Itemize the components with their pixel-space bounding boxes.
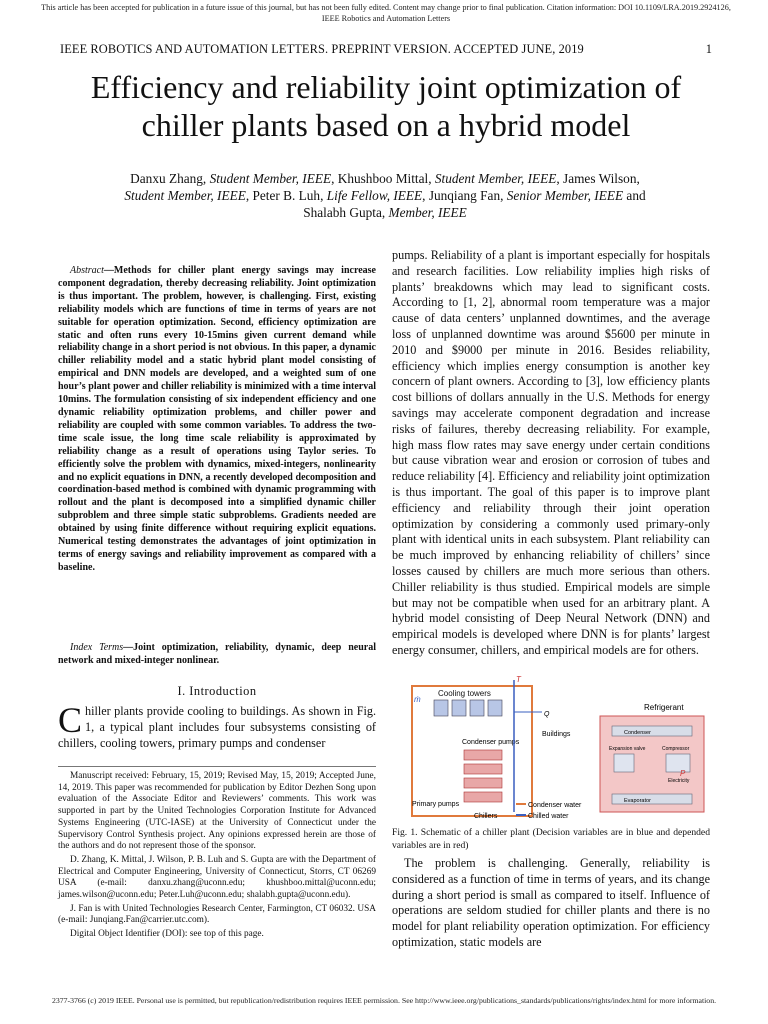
footnote: Digital Object Identifier (DOI): see top of this page. bbox=[70, 929, 264, 940]
index-terms-label: Index Terms bbox=[70, 642, 124, 653]
footnote: Manuscript received: February, 15, 2019; Revised May, 15, 2019; Accepted June, 14, 2019. This paper was recommended for publication by Editor Dezhen Song upon evaluation of the Associate Editor and Reviewers’ comments. This work was supported in part by the United Technologies Corporation Institute for Advanced Systems Engineering (UTC-IASE) at the University of Connecticut under the Supervisory Control Synthesis project. Any opinions expressed herein are those of the authors and do not represent those of the sponsor. bbox=[58, 771, 376, 852]
abstract-label: Abstract bbox=[70, 265, 104, 276]
author-role: Life Fellow, IEEE bbox=[326, 188, 423, 203]
evaporator-label: Evaporator bbox=[624, 798, 651, 804]
running-head bbox=[60, 42, 712, 57]
right-column-text: pumps. Reliability of a plant is important especially for hospitals and research facilities. Low reliability implies high risks of plants’ breakdowns which may lead to significant costs. According to [1, 2], abnormal room temperature was a major cause of data centers’ unplanned downtimes, and the average loss of unplanned downtime was around $5600 per minute in 2010 and $9000 per minute in 2016. Besides reliability, efficiency which implies energy consumption is another key concern of plant owners. According to [3], low efficiency plants cost billions of dollars annually in the U.S. Methods for energy savings may accelerate component degradation and increase risks of failures, thereby decreasing reliability. For example, high mass flow rates may save energy under certain conditions but cause vibration wear and erosion or corrosion of tubes and reduce reliability [4]. Efficiency and reliability joint optimization is thus important. The goal of this paper is to improve plant efficiency and reliability through their joint operation optimization by considering a commonly used primary-only plant with identical units in each subsystem. Plant reliability can be much improved by enhancing reliability of chillers’ since losses caused by chillers are much more serious than others. Chiller reliability is thus studied. Empirical models are simple but may not be compatible when used for an arbitrary plant. A hybrid model consisting of Deep Neural Network (DNN) and empirical models is developed where DNN is for plants’ largest energy consumer, chillers, and empirical models are for others. bbox=[392, 248, 710, 657]
legend-condenser-label: Condenser water bbox=[528, 802, 582, 809]
abstract bbox=[58, 265, 376, 575]
copyright-notice: 2377-3766 (c) 2019 IEEE. Personal use is permitted, but republication/redistribution requires IEEE permission. See http://www.ieee.org/publications_standards/publications/rights/index.html for more information. bbox=[51, 996, 717, 1005]
condenser-label: Condenser bbox=[624, 730, 651, 736]
author-name: Junqiang Fan bbox=[428, 188, 501, 203]
m-ct-label: ṁ bbox=[414, 695, 421, 704]
author-name: Shalabh Gupta bbox=[303, 205, 382, 220]
compressor-label: Compressor bbox=[662, 746, 690, 752]
cooling-tower-icons bbox=[434, 700, 502, 716]
intro-text: hiller plants provide cooling to buildings. As shown in Fig. 1, a typical plant includes four subsystems consisting of chillers, cooling towers, primary pumps and condenser bbox=[58, 704, 376, 750]
cooling-towers-label: Cooling towers bbox=[438, 689, 491, 698]
author-name: Khushboo Mittal bbox=[337, 171, 429, 186]
figure-1 bbox=[404, 672, 714, 824]
expansion-valve-label: Expansion valve bbox=[609, 746, 646, 752]
page-number: 1 bbox=[705, 42, 712, 56]
author-name: Peter B. Luh bbox=[252, 188, 321, 203]
section-heading: I. Introduction bbox=[177, 684, 257, 698]
author-list: Danxu Zhang, Student Member, IEEE, Khushboo Mittal, Student Member, IEEE, James Wilson, Student Member, IEEE, Peter B. Luh, Life Fellow, IEEE, Junqiang Fan, Senior Member, IEEE and Shalabh Gupta, Member, IEEE bbox=[124, 171, 646, 220]
p-ch-label: P bbox=[680, 769, 686, 778]
author-name: Danxu Zhang bbox=[130, 171, 203, 186]
legend-chilled-label: Chilled water bbox=[528, 813, 569, 820]
electricity-label: Electricity bbox=[668, 778, 690, 784]
author-role: Senior Member, IEEE bbox=[506, 188, 624, 203]
refrigerant-label: Refrigerant bbox=[644, 703, 684, 712]
footnote: D. Zhang, K. Mittal, J. Wilson, P. B. Luh and S. Gupta are with the Department of Electrical and Computer Engineering, University of Connecticut, Storrs, CT 06269 USA (e-mail: danxu.zhang@uconn.edu; khushboo.mittal@uconn.edu; james.wilson@uconn.edu; Peter.Luh@uconn.edu; shalabh.gupta@uconn.edu). bbox=[58, 854, 376, 901]
footnote: J. Fan is with United Technologies Research Center, Farmington, CT 06032. USA (e-mail: Junqiang.Fan@carrier.utc.com). bbox=[58, 903, 376, 926]
top-notice: This article has been accepted for publication in a future issue of this journal, but has not been fully edited. Content may change prior to final publication. Citation information: DOI 10.1109/LRA.2019.2924126, IEEE Robotics and Automation Letters bbox=[41, 3, 731, 23]
figure-caption: Fig. 1. Schematic of a chiller plant (Decision variables are in blue and depended variables are in red) bbox=[392, 827, 710, 851]
author-name: James Wilson bbox=[563, 171, 637, 186]
expansion-valve-block bbox=[614, 754, 634, 772]
buildings-label: Buildings bbox=[542, 731, 571, 738]
footnotes bbox=[58, 766, 376, 943]
q-demand-label: Q bbox=[544, 711, 550, 718]
drop-cap: C bbox=[58, 700, 83, 740]
author-role: Student Member, IEEE bbox=[434, 171, 557, 186]
chillers-label: Chillers bbox=[474, 813, 498, 820]
chiller-units bbox=[464, 750, 502, 802]
t-chwr-label: T bbox=[516, 675, 521, 684]
right-column-text-2: The problem is challenging. Generally, reliability is considered as a function of time in terms of years, and its change during a short period is small as compared to itself. Influence of operations are seldom studied for chiller plants and there is no model for plant reliability operation optimization. For efficiency optimization, static models are bbox=[392, 856, 710, 949]
condenser-pumps-label: Condenser pumps bbox=[462, 739, 520, 746]
chiller-plant-schematic bbox=[404, 672, 714, 824]
running-head-text: IEEE ROBOTICS AND AUTOMATION LETTERS. PREPRINT VERSION. ACCEPTED JUNE, 2019 bbox=[60, 42, 584, 56]
compressor-block bbox=[666, 754, 690, 772]
paper-title: Efficiency and reliability joint optimization of chiller plants based on a hybrid model bbox=[90, 69, 682, 143]
primary-pumps-label: Primary pumps bbox=[412, 801, 460, 808]
abstract-text: —Methods for chiller plant energy savings may increase component degradation, thereby decreasing reliability. Joint optimization is thus important. The problem, however, is challenging. First, existing reliability models which are functions of time in terms of years are not suitable for operation optimization. Second, efficiency optimization are static and often runs every 10-15mins given current demand while reliability change in a short period is not obvious. In this paper, a dynamic chiller reliability model and a static hybrid plant model consisting of empirical and DNN models are developed, and a weighted sum of one hour’s plant power and chiller reliability is minimized with a time interval 10mins. The formulation consisting of six independent efficiency and one dynamic reliability optimization problems, and chiller power and reliability are coupled with some common variables. To address the two-time scale issue, the long time scale reliability is approximated by reliability change as a result of operations using Taylor series. To efficiently solve the problem with dynamics, mixed-integers, nonlinearity and no explicit equations in DNN, a recently developed decomposition and coordination-based method is combined with dynamic programming with rollout and the plant is decomposed into a simplified dynamic chiller subproblem and three simple static subproblems. Gradients needed are obtained by using finite difference without requiring explicit equations. Numerical testing demonstrates the advantages of joint optimization in terms of energy savings and reliability improvement as compared with a baseline. bbox=[58, 265, 376, 573]
author-role: Student Member, IEEE bbox=[209, 171, 332, 186]
author-role: Member, IEEE bbox=[388, 205, 467, 220]
index-terms-text: —Joint optimization, reliability, dynamic, deep neural network and mixed-integer nonlinear. bbox=[58, 642, 376, 666]
intro-paragraph bbox=[58, 700, 376, 751]
author-role: Student Member, IEEE bbox=[124, 188, 246, 203]
index-terms bbox=[58, 642, 376, 668]
